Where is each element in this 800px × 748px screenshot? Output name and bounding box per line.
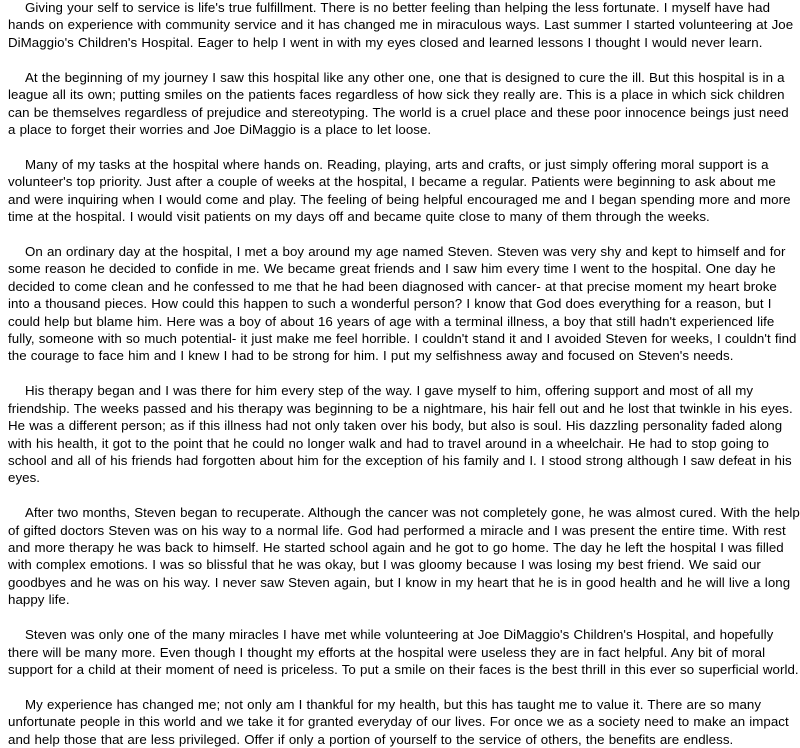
essay-paragraph-miracles: Steven was only one of the many miracles I have met while volunteering at Joe DiMaggio's Children's Hospital, and hopefully there will be many more. Even though I thought my efforts at the hospital were useless they are in fact helpful. Any bit of moral support for a child at their moment of need is priceless. To put a smile on their faces is the best thrill in this ever so superficial world.: [8, 627, 799, 677]
essay-paragraph-conclusion: My experience has changed me; not only am I thankful for my health, but this has taught me to value it. There are so many unfortunate people in this world and we take it for granted everyday of our lives. For once we as a society need to make an impact and help those that are less privileged. Offer if only a portion of yourself to the service of others, the benefits are endless.: [8, 696, 789, 747]
essay-paragraph-therapy: His therapy began and I was there for him every step of the way. I gave myself to him, offering support and most of all my friendship. The weeks passed and his therapy was beginning to be a nightmare, his hair fell out and he lost that twinkle in his eyes. He was a different person; as if this illness had not only taken over his body, but also is soul. His dazzling personality faded along with his health, it got to the point that he could no longer walk and had to travel around in a wheelchair. He had to stop going to school and all of his friends had forgotten about him for the exception of his family and I. I stood strong although I saw defeat in his eyes.: [8, 383, 793, 486]
essay-paragraph-intro: Giving your self to service is life's true fulfillment. There is no better feeling than helping the less fortunate. I myself have had hands on experience with community service and it has changed me in miraculous ways. Last summer I started volunteering at Joe DiMaggio's Children's Hospital. Eager to help I went in with my eyes closed and learned lessons I thought I would never learn.: [8, 0, 794, 50]
essay-paragraph-tasks: Many of my tasks at the hospital where hands on. Reading, playing, arts and crafts, or just simply offering moral support is a volunteer's top priority. Just after a couple of weeks at the hospital, I became a regular. Patients were beginning to ask about me and were inquiring when I would come and play. The feeling of being helpful encouraged me and I began spending more and more time at the hospital. I would visit patients on my days off and became quite close to many of them through the weeks.: [8, 156, 791, 225]
essay-paragraph-steven: On an ordinary day at the hospital, I met a boy around my age named Steven. Steven was very shy and kept to himself and for some reason he decided to confide in me. We became great friends and I saw him every time I went to the hospital. One day he decided to come clean and he confessed to me that he had been diagnosed with cancer- at that precise moment my heart broke into a thousand pieces. How could this happen to such a wonderful person? I know that God does everything for a reason, but I could help but blame him. Here was a boy of about 16 years of age with a terminal illness, a boy that still hadn't experienced life fully, someone with so much potential- it just make me feel horrible. I couldn't stand it and I avoided Steven for weeks, I couldn't find the courage to face him and I knew I had to be strong for him. I put my selfishness away and focused on Steven's needs.: [8, 243, 797, 364]
essay-paragraph-recovery: After two months, Steven began to recuperate. Although the cancer was not completely gone, he was almost cured. With the help of gifted doctors Steven was on his way to a normal life. God had performed a miracle and I was present the entire time. With rest and more therapy he was back to himself. He started school again and he got to go home. The day he left the hospital I was filled with complex emotions. I was so blissful that he was okay, but I was gloomy because I was losing my best friend. We said our goodbyes and he was on his way. I never saw Steven again, but I know in my heart that he is in good health and he will live a long happy life.: [8, 505, 800, 608]
essay-paragraph-hospital: At the beginning of my journey I saw this hospital like any other one, one that is designed to cure the ill. But this hospital is in a league all its own; putting smiles on the patients faces regardless of how sick they really are. This is a place in which sick children can be themselves regardless of prejudice and stereotyping. The world is a cruel place and these poor innocence beings just need a place to forget their worries and Joe DiMaggio is a place to let loose.: [8, 69, 789, 137]
